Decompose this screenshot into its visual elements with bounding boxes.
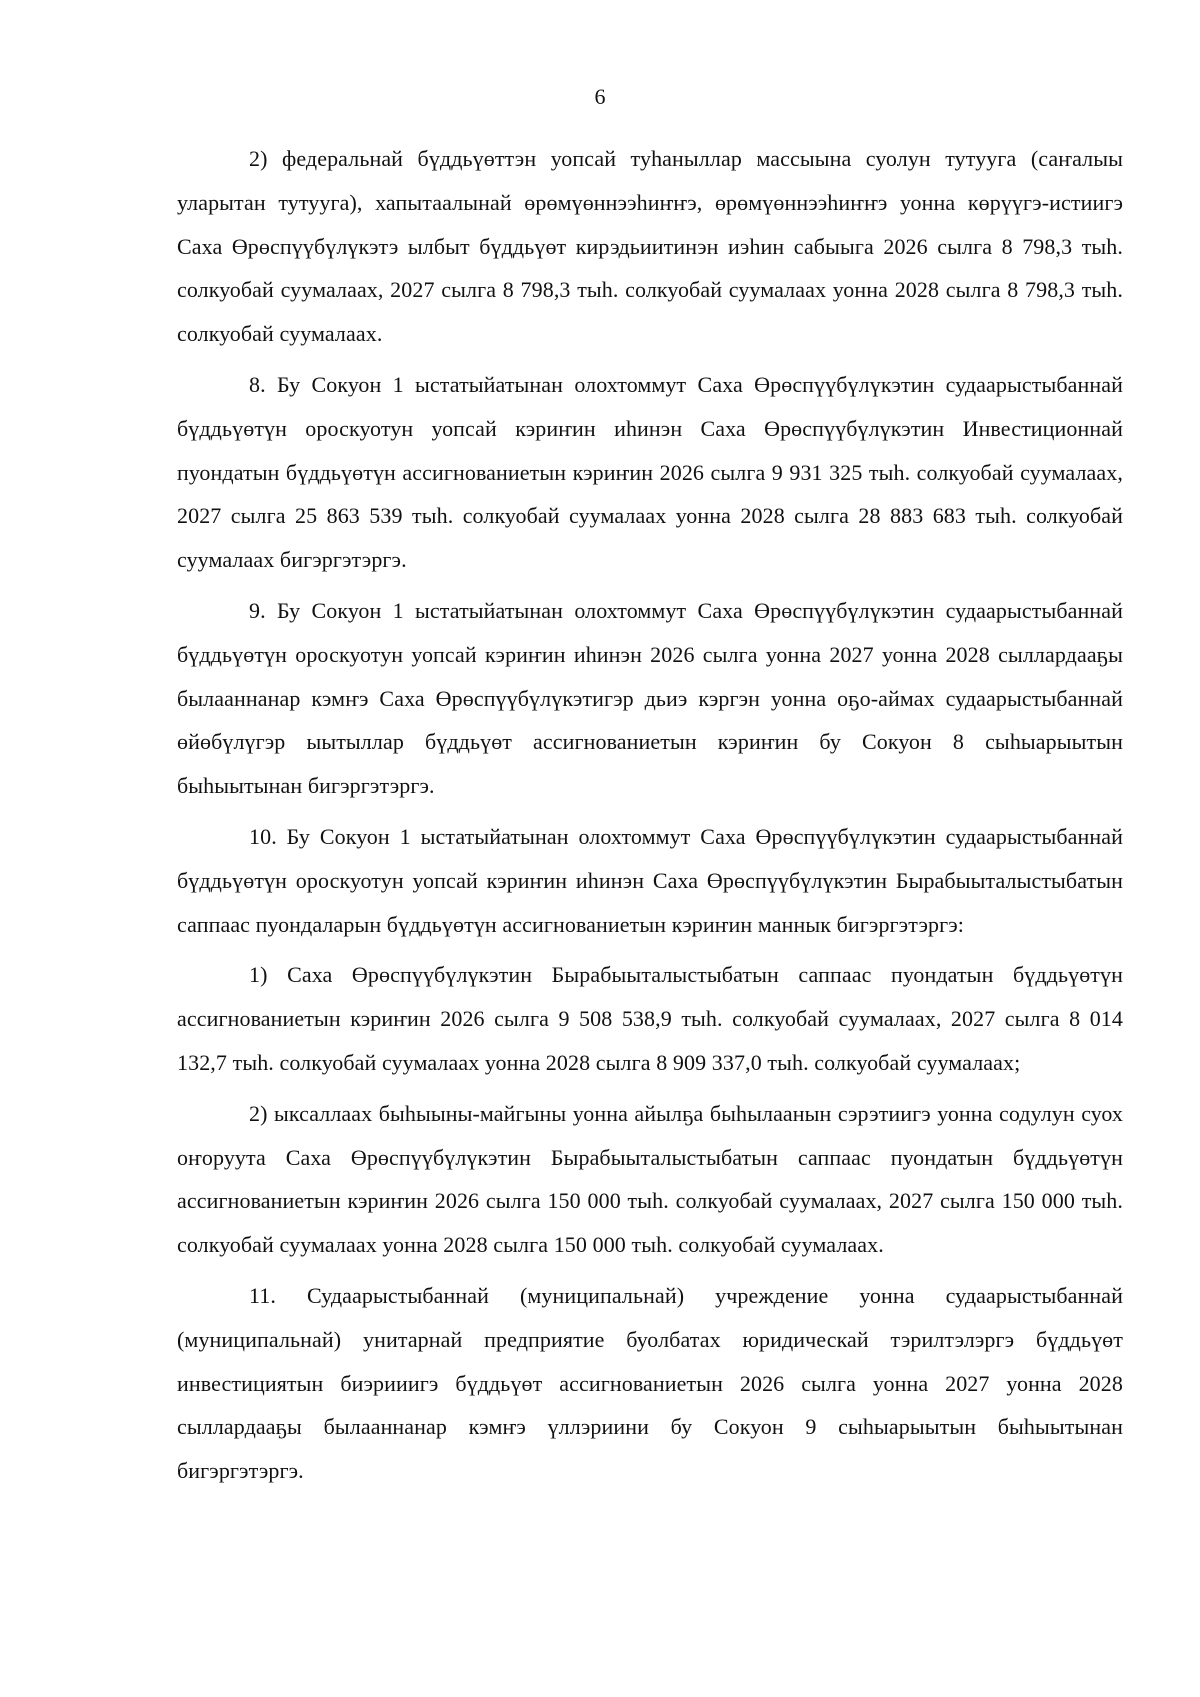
- paragraph-8: 8. Бу Сокуон 1 ыстатыйатынан олохтоммут Саха Өрөспүүбүлүкэтин судаарыстыбаннай бүддьүөтүн ороскуотун уопсай кэриҥин иһинэн Саха Өрөспүүбүлүкэтин Инвестиционнай пуондатын бүддьүөтүн ассигнованиетын кэриҥин 2026 сылга 9 931 325 тыһ. солкуобай суумалаах, 2027 сылга 25 863 539 тыһ. солкуобай суумалаах уонна 2028 сылга 28 883 683 тыһ. солкуобай суумалаах бигэргэтэргэ.: [177, 371, 1123, 573]
- document-body: [177, 137, 1123, 1500]
- paragraph-10: 10. Бу Сокуон 1 ыстатыйатынан олохтоммут Саха Өрөспүүбүлүкэтин судаарыстыбаннай бүддьүөтүн ороскуотун уопсай кэриҥин иһинэн Саха Өрөспүүбүлүкэтин Бырабыыталыстыбатын саппаас пуондаларын бүддьүөтүн ассигнованиетын кэриҥин маннык бигэргэтэргэ:: [177, 823, 1123, 937]
- paragraph-10-1: 1) Саха Өрөспүүбүлүкэтин Бырабыыталыстыбатын саппаас пуондатын бүддьүөтүн ассигнованиетын кэриҥин 2026 сылга 9 508 538,9 тыһ. солкуобай суумалаах, 2027 сылга 8 014 132,7 тыһ. солкуобай суумалаах уонна 2028 сылга 8 909 337,0 тыһ. солкуобай суумалаах;: [177, 962, 1123, 1075]
- paragraph-11: 11. Судаарыстыбаннай (муниципальнай) учреждение уонна судаарыстыбаннай (муниципальнай) унитарнай предприятие буолбатах юридическай тэрилтэлэргэ бүддьүөт инвестициятын биэрииигэ бүддьүөт ассигнованиетын 2026 сылга уонна 2027 уонна 2028 сыллардааҕы былааннанар кэмҥэ үллэриини бу Сокуон 9 сыһыарыытын быһыытынан бигэргэтэргэ.: [177, 1282, 1123, 1484]
- paragraph-7-2: 2) федеральнай бүддьүөттэн уопсай туһаныллар массыына суолун тутууга (саҥалыы уларытан тутууга), хапытаалынай өрөмүөннээһиҥҥэ, өрөмүөннээһиҥҥэ уонна көрүүгэ-истиигэ Саха Өрөспүүбүлүкэтэ ылбыт бүддьүөт кирэдьиитинэн иэһин сабыыга 2026 сылга 8 798,3 тыһ. солкуобай суумалаах, 2027 сылга 8 798,3 тыһ. солкуобай суумалаах уонна 2028 сылга 8 798,3 тыһ. солкуобай суумалаах.: [177, 146, 1123, 347]
- paragraph-10-2: 2) ыксаллаах быһыыны-майгыны уонна айылҕа быһылаанын сэрэтиигэ уонна содулун суох оҥоруута Саха Өрөспүүбүлүкэтин Бырабыыталыстыбатын саппаас пуондатын бүддьүөтүн ассигнованиетын кэриҥин 2026 сылга 150 000 тыһ. солкуобай суумалаах, 2027 сылга 150 000 тыһ. солкуобай суумалаах уонна 2028 сылга 150 000 тыһ. солкуобай суумалаах.: [177, 1100, 1123, 1258]
- paragraph-9: 9. Бу Сокуон 1 ыстатыйатынан олохтоммут Саха Өрөспүүбүлүкэтин судаарыстыбаннай бүддьүөтүн ороскуотун уопсай кэриҥин иһинэн 2026 сылга уонна 2027 уонна 2028 сыллардааҕы былааннанар кэмҥэ Саха Өрөспүүбүлүкэтигэр дьиэ кэргэн уонна оҕо-аймах судаарыстыбаннай өйөбүлүгэр ыытыллар бүддьүөт ассигнованиетын кэриҥин бу Сокуон 8 сыһыарыытын быһыытынан бигэргэтэргэ.: [177, 597, 1123, 799]
- page-number: 6: [594, 84, 606, 109]
